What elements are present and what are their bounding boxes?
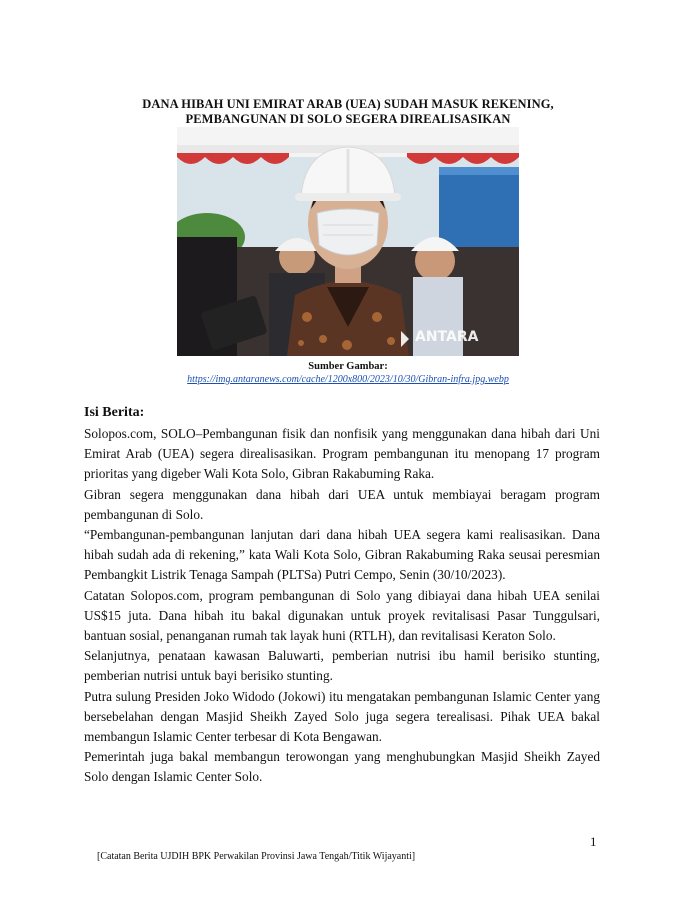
article-title-line-1: DANA HIBAH UNI EMIRAT ARAB (UEA) SUDAH MASUK REKENING, [142,97,554,111]
image-source-link[interactable]: https://img.antaranews.com/cache/1200x800/2023/10/30/Gibran-infra.jpg.webp [187,374,509,385]
paragraph: Solopos.com, SOLO–Pembangunan fisik dan nonfisik yang menggunakan dana hibah dari Uni Emirat Arab (UEA) segera direalisasikan. Program pembangunan itu menopang 17 program prioritas yang digeber Wali Kota Solo, Gibran Rakabuming Raka. [84,426,600,482]
paragraph: Catatan Solopos.com, program pembangunan di Solo yang dibiayai dana hibah UEA senilai US$15 juta. Dana hibah itu bakal digunakan untuk proyek revitalisasi Pasar Tunggulsari, bantuan sosial, penanganan rumah tak layak huni (RTLH), dan revitalisasi Keraton Solo. [84,587,600,644]
photo-watermark: ANTARA [415,329,479,345]
image-caption [86,360,610,386]
news-photo [177,127,519,356]
paragraph: Gibran segera menggunakan dana hibah dari UEA untuk membiayai beragam program pembangunan di Solo. [84,486,600,522]
caption-label: Sumber Gambar: [308,361,388,372]
paragraph: Selanjutnya, penataan kawasan Baluwarti, pemberian nutrisi ibu hamil berisiko stunting, pemberian nutrisi untuk bayi berisiko stunting. [84,648,600,684]
article-body [84,424,600,788]
article-title [86,97,610,127]
section-heading: Isi Berita: [84,405,145,420]
paragraph: Putra sulung Presiden Joko Widodo (Jokowi) itu mengatakan pembangunan Islamic Center yang bersebelahan dengan Masjid Sheikh Zayed Solo juga segera terealisasi. Pihak UEA bakal membangun Islamic Center terbesar di Kota Bengawan. [84,688,600,745]
news-photo-illustration [177,127,519,356]
paragraph: “Pembangunan-pembangunan lanjutan dari dana hibah UEA segera kami realisasikan. Dana hibah sudah ada di rekening,” kata Wali Kota Solo, Gibran Rakabuming Raka seusai peresmian Pembangkit Listrik Tenaga Sampah (PLTSa) Putri Cempo, Senin (30/10/2023). [84,527,600,583]
paragraph: Pemerintah juga bakal membangun terowongan yang menghubungkan Masjid Sheikh Zayed Solo dengan Islamic Center Solo. [84,749,600,785]
article-title-line-2: PEMBANGUNAN DI SOLO SEGERA DIREALISASIKAN [185,112,511,126]
page-footer: [Catatan Berita UJDIH BPK Perwakilan Provinsi Jawa Tengah/Titik Wijayanti] [97,851,416,862]
page-number: 1 [590,834,597,849]
